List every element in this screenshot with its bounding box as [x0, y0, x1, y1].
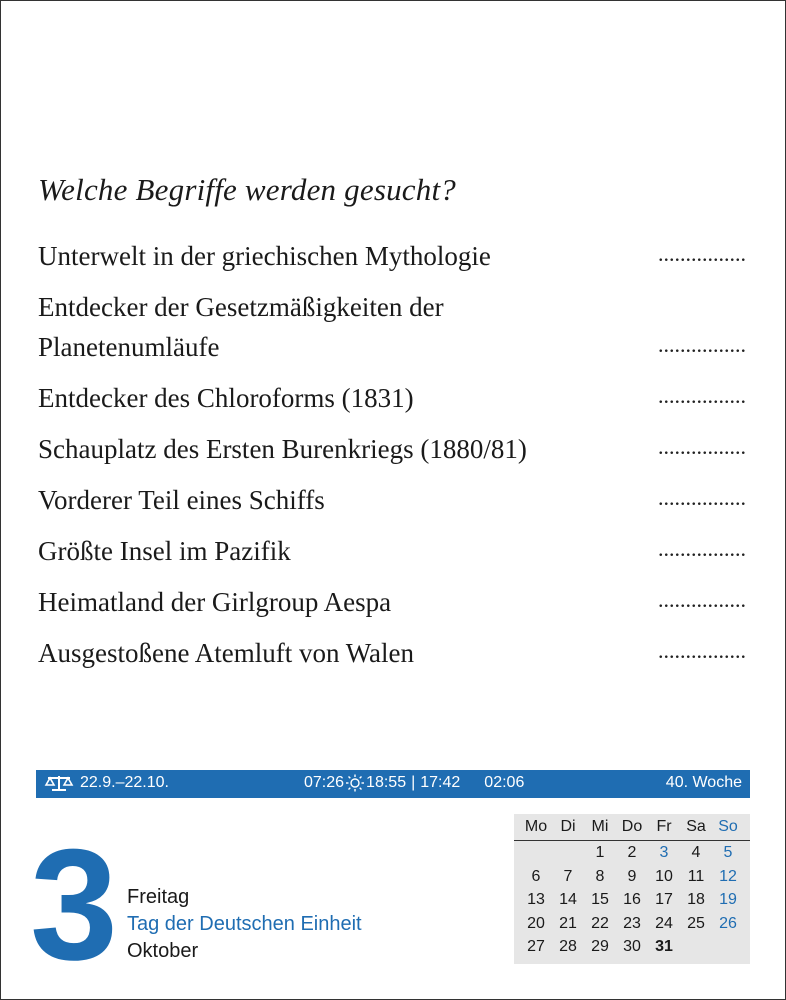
question-text: Größte Insel im Pazifik: [38, 536, 291, 566]
quiz-question: [38, 287, 750, 367]
question-text: Vorderer Teil eines Schiffs: [38, 485, 325, 515]
question-text: Entdecker des Chloroforms (1831): [38, 383, 414, 413]
calendar-day: 7: [563, 867, 573, 885]
mini-calendar-header: [514, 814, 750, 841]
quiz-question: [38, 480, 750, 520]
calendar-day: 16: [623, 891, 641, 908]
answer-blank: ................: [658, 332, 746, 357]
zodiac-range: 22.9.–22.10.: [80, 774, 169, 791]
calendar-day: 27: [527, 938, 545, 955]
answer-blank: ................: [658, 383, 746, 408]
weekday-header: Mi: [591, 818, 609, 835]
sunrise-time: 07:26: [304, 774, 345, 791]
calendar-day: 10: [655, 867, 673, 885]
calendar-day: 25: [687, 914, 705, 932]
calendar-day: 21: [559, 914, 577, 932]
calendar-day: 13: [527, 891, 545, 908]
mini-calendar: [514, 814, 750, 964]
quiz-question: [38, 633, 750, 673]
calendar-day: 24: [655, 914, 673, 932]
calendar-day: [552, 841, 584, 865]
calendar-day: 22: [591, 914, 609, 932]
calendar-day: 15: [591, 891, 609, 908]
calendar-week-row: [514, 865, 750, 889]
weekday-header: Do: [621, 818, 643, 835]
calendar-day: 30: [623, 938, 641, 955]
calendar-day: [712, 935, 744, 959]
answer-blank: ................: [658, 434, 746, 459]
calendar-day: 20: [527, 914, 545, 932]
day-info: [127, 884, 362, 965]
calendar-week-row: [514, 912, 750, 936]
quiz-question: [38, 429, 750, 469]
weekday: Freitag: [127, 886, 190, 908]
question-text: Heimatland der Girlgroup Aespa: [38, 587, 392, 617]
answer-blank: ................: [658, 241, 746, 266]
question-text: Ausgestoßene Atemluft von Walen: [38, 638, 415, 668]
moonrise-time: 17:42: [420, 774, 461, 791]
weekday-header: Di: [560, 818, 576, 835]
sun-moon-times: [304, 774, 524, 792]
calendar-day: [520, 841, 552, 865]
calendar-day: 1: [595, 844, 605, 861]
answer-blank: ................: [658, 587, 746, 612]
day-number: 3: [30, 817, 118, 993]
moon-icon: [464, 774, 480, 792]
calendar-day: 23: [623, 914, 641, 932]
question-text: Schauplatz des Ersten Burenkriegs (1880/81): [38, 434, 527, 464]
quiz-title: Welche Begriffe werden gesucht?: [38, 172, 456, 207]
zodiac-info: [44, 774, 169, 792]
calendar-week-row: [514, 935, 750, 959]
weekday-header: Sa: [686, 818, 706, 835]
calendar-day: 14: [559, 891, 577, 908]
calendar-day: 18: [687, 891, 705, 908]
question-text: Unterwelt in der griechischen Mythologie: [38, 241, 491, 271]
weekday-header: Mo: [524, 818, 548, 835]
calendar-day: 6: [531, 867, 541, 885]
quiz-question: [38, 378, 750, 418]
answer-blank: ................: [658, 536, 746, 561]
weekday-header: So: [718, 818, 738, 835]
calendar-day: 3: [659, 844, 669, 861]
quiz-list: [38, 236, 750, 673]
quiz-question: [38, 582, 750, 622]
calendar-day: 26: [719, 914, 737, 932]
calendar-day: 17: [655, 891, 673, 908]
sunset-time: 18:55: [366, 774, 407, 791]
mini-calendar-grid: [514, 841, 750, 959]
quiz-question: [38, 531, 750, 571]
question-text: Entdecker der Gesetzmäßigkeiten der Planetenumläufe: [38, 292, 444, 362]
calendar-day: 11: [687, 867, 705, 885]
calendar-week-row: [514, 841, 750, 865]
calendar-day: 29: [591, 938, 609, 955]
libra-icon: [44, 774, 74, 792]
calendar-day: 28: [559, 938, 577, 955]
calendar-day: 12: [719, 867, 737, 885]
calendar-day: 19: [719, 891, 737, 908]
calendar-day: 31: [655, 938, 673, 955]
calendar-week-row: [514, 888, 750, 912]
weekday-header: Fr: [656, 818, 672, 835]
answer-blank: ................: [658, 638, 746, 663]
moonset-time: 02:06: [484, 774, 525, 791]
separator: |: [411, 774, 416, 791]
calendar-day: 4: [691, 844, 701, 861]
week-number: 40. Woche: [665, 774, 742, 791]
calendar-day: 5: [723, 844, 733, 861]
answer-blank: ................: [658, 485, 746, 510]
calendar-day: 9: [627, 867, 637, 885]
calendar-day: 2: [627, 844, 637, 861]
sun-icon: [345, 774, 365, 792]
quiz-question: [38, 236, 750, 276]
holiday-name: Tag der Deutschen Einheit: [127, 913, 362, 935]
calendar-day: 8: [595, 867, 605, 885]
info-bar: [36, 770, 750, 798]
calendar-day: [680, 935, 712, 959]
month-name: Oktober: [127, 940, 199, 962]
